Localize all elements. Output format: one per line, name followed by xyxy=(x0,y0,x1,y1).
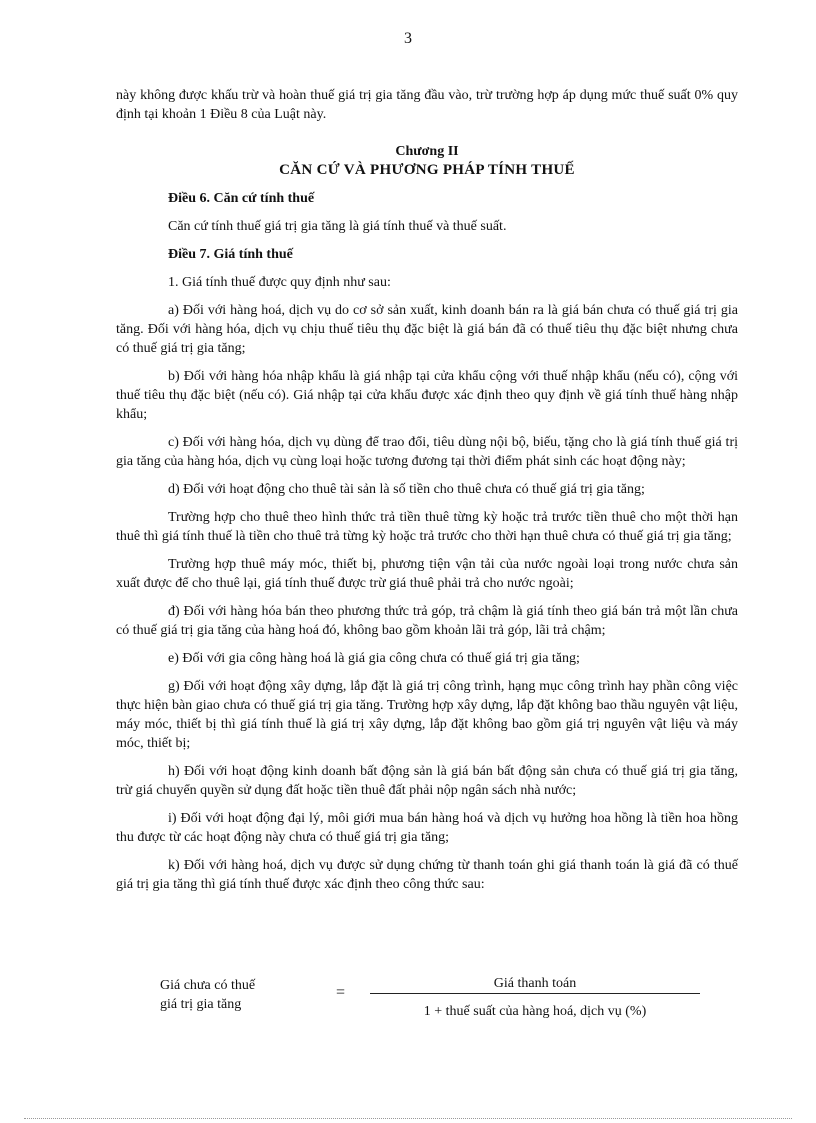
article-6-text: Căn cứ tính thuế giá trị gia tăng là giá tính thuế và thuế suất. xyxy=(168,219,507,234)
formula-left-line-1: Giá chưa có thuế xyxy=(160,978,256,993)
tax-formula xyxy=(160,976,720,1026)
clause-d-sub-1: Trường hợp cho thuê theo hình thức trả tiền thuê từng kỳ hoặc trả trước tiền thuê cho một thời hạn thuê thì giá tính thuế là tiền cho thuê trả từng kỳ hoặc trả trước cho thời hạn thuê chưa có thuế giá trị gia tăng; xyxy=(116,510,738,544)
formula-equals-sign: = xyxy=(336,984,346,1001)
clause-d: d) Đối với hoạt động cho thuê tài sản là số tiền cho thuê chưa có thuế giá trị gia tăng; xyxy=(168,482,645,497)
chapter-title: CĂN CỨ VÀ PHƯƠNG PHÁP TÍNH THUẾ xyxy=(279,162,575,178)
formula-fraction-bar xyxy=(370,993,700,994)
article-7-heading: Điều 7. Giá tính thuế xyxy=(168,247,293,262)
clause-d-sub-2: Trường hợp thuê máy móc, thiết bị, phương tiện vận tải của nước ngoài loại trong nước chưa sản xuất được để cho thuê lại, giá tính thuế được trừ giá thuê phải trả cho nước ngoài; xyxy=(116,557,738,591)
page-number: 3 xyxy=(404,30,412,47)
clause-c: c) Đối với hàng hóa, dịch vụ dùng để trao đổi, tiêu dùng nội bộ, biếu, tặng cho là giá tính thuế giá trị gia tăng của hàng hóa, dịch vụ cùng loại hoặc tương đương tại thời điểm phát sinh các hoạt động này; xyxy=(116,435,738,469)
formula-left-side xyxy=(160,976,310,1014)
formula-denominator: 1 + thuế suất của hàng hoá, dịch vụ (%) xyxy=(423,1004,647,1019)
item-1: 1. Giá tính thuế được quy định như sau: xyxy=(168,275,391,290)
clause-h: h) Đối với hoạt động kinh doanh bất động sản là giá bán bất động sản chưa có thuế giá trị gia tăng, trừ giá chuyển quyền sử dụng đất hoặc tiền thuê đất phải nộp ngân sách nhà nước; xyxy=(116,764,738,798)
chapter-label: Chương II xyxy=(395,144,459,159)
clause-b: b) Đối với hàng hóa nhập khẩu là giá nhập tại cửa khẩu cộng với thuế nhập khẩu (nếu có), cộng với thuế tiêu thụ đặc biệt (nếu có). Giá nhập tại cửa khẩu được xác định theo quy định về giá tính thuế hàng nhập khẩu; xyxy=(116,369,738,422)
formula-left-line-2: giá trị gia tăng xyxy=(160,997,242,1012)
clause-i: i) Đối với hoạt động đại lý, môi giới mua bán hàng hoá và dịch vụ hưởng hoa hồng là tiền hoa hồng thu được từ các hoạt động này chưa có thuế giá trị gia tăng; xyxy=(116,811,738,845)
formula-numerator: Giá thanh toán xyxy=(493,976,577,991)
article-6-heading: Điều 6. Căn cứ tính thuế xyxy=(168,191,315,206)
page-bottom-divider xyxy=(24,1118,792,1119)
clause-e: e) Đối với gia công hàng hoá là giá gia công chưa có thuế giá trị gia tăng; xyxy=(168,651,580,666)
document-body xyxy=(116,86,738,894)
clause-a: a) Đối với hàng hoá, dịch vụ do cơ sở sản xuất, kinh doanh bán ra là giá bán chưa có thuế giá trị gia tăng. Đối với hàng hóa, dịch vụ chịu thuế tiêu thụ đặc biệt là giá bán đã có thuế tiêu thụ đặc biệt nhưng chưa có thuế giá trị gia tăng; xyxy=(116,303,738,356)
clause-dd: đ) Đối với hàng hóa bán theo phương thức trả góp, trả chậm là giá tính theo giá bán trả một lần chưa có thuế giá trị gia tăng của hàng hoá đó, không bao gồm khoản lãi trả góp, lãi trả chậm; xyxy=(116,604,738,638)
clause-g: g) Đối với hoạt động xây dựng, lắp đặt là giá trị công trình, hạng mục công trình hay phần công việc thực hiện bàn giao chưa có thuế giá trị gia tăng. Trường hợp xây dựng, lắp đặt không bao thầu nguyên vật liệu, máy móc, thiết bị thì giá tính thuế là giá trị xây dựng, lắp đặt không bao gồm giá trị nguyên vật liệu và máy móc, thiết bị; xyxy=(116,679,738,751)
clause-k: k) Đối với hàng hoá, dịch vụ được sử dụng chứng từ thanh toán ghi giá thanh toán là giá đã có thuế giá trị gia tăng thì giá tính thuế được xác định theo công thức sau: xyxy=(116,858,738,892)
paragraph-continuation: này không được khấu trừ và hoàn thuế giá trị gia tăng đầu vào, trừ trường hợp áp dụng mức thuế suất 0% quy định tại khoản 1 Điều 8 của Luật này. xyxy=(116,88,738,122)
